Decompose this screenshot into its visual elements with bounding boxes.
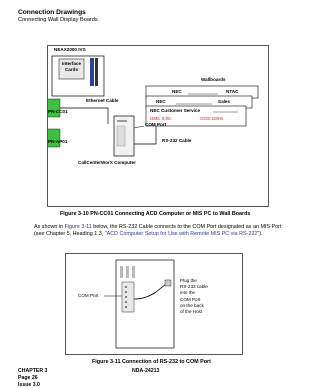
pn-cc01-card xyxy=(48,99,60,117)
wallboard-2-left-text: NEC xyxy=(156,99,166,104)
port-pin xyxy=(125,286,127,288)
computer-label: CallCenterWorX Computer xyxy=(78,160,136,165)
figure-3-10 xyxy=(47,45,269,207)
port-pin xyxy=(125,301,127,303)
wallboard-2-right-text: Sales xyxy=(218,99,231,104)
figure-3-11 xyxy=(65,253,243,355)
figure-3-10-caption: Figure 3-10 PN-CC01 Connecting ACD Computer or MIS PC to Wall Boards xyxy=(60,211,251,217)
footer-doc-id: NDA-24213 xyxy=(132,368,160,374)
port-pin xyxy=(125,296,127,298)
note-line: RS-232 cable xyxy=(180,284,208,290)
port-pin xyxy=(125,291,127,293)
note-line: of the Host xyxy=(180,309,203,315)
host-slot-3 xyxy=(132,266,135,278)
note-line: COM Port xyxy=(180,296,201,302)
com-port-pointer xyxy=(134,126,144,128)
figure-3-11-link[interactable]: Figure 3-11 xyxy=(64,224,92,230)
footer-chapter: CHAPTER 3 xyxy=(18,368,48,374)
note-line: into the xyxy=(180,290,196,296)
wallboard-3-left-text: UMC 0:00 xyxy=(150,116,171,121)
rs232-cable-label: RS-232 Cable xyxy=(162,138,192,143)
ethernet-cable-label: Ethernet Cable xyxy=(86,98,119,103)
host-com-port-panel xyxy=(122,282,134,312)
computer-drive xyxy=(117,120,127,122)
footer-page: Page 26 xyxy=(18,374,38,381)
neax-label: NEAX2000 IVS xyxy=(54,47,86,52)
page-header-title: Connection Drawings xyxy=(18,9,86,16)
footer-left xyxy=(18,368,47,388)
port-pin xyxy=(125,306,127,308)
pn-cc01-label: PN-CC01 xyxy=(48,109,68,114)
footer-issue: Issue 3.0 xyxy=(18,381,40,388)
fig2-note xyxy=(180,278,208,315)
figure-3-11-caption: Figure 3-11 Connection of RS-232 to COM Port xyxy=(92,359,211,365)
acd-setup-link[interactable]: "ACD Computer Setup for Use with Remote MIS PC via RS-232" xyxy=(104,231,260,238)
wallboards-label: Wallboards xyxy=(201,77,226,82)
wallboard-1-right-text: NTAC xyxy=(226,89,239,94)
body-text-2: below, the RS-232 Cable connects to the COM Port designated as an MIS Port (see Chapter 5, Heading 1.3, xyxy=(34,224,282,238)
wallboard-3-title: NEC Customer Service xyxy=(150,108,201,113)
computer-port-block xyxy=(117,126,125,146)
body-text-3: ). xyxy=(259,231,263,238)
wallboard-3-right-text: GOS:100% xyxy=(200,116,224,121)
body-text-1: As shown in xyxy=(34,224,65,230)
pn-ap01-card xyxy=(48,129,60,147)
body-paragraph xyxy=(34,224,284,239)
com-port-label: COM Port xyxy=(145,122,167,127)
note-line: on the back xyxy=(180,302,204,308)
cabinet-card-blue xyxy=(90,58,94,86)
wallboard-1-left-text: NEC xyxy=(172,89,182,94)
host-slot-2 xyxy=(126,266,129,278)
figure-3-11-diagram xyxy=(66,254,242,354)
pn-ap01-label: PN-AP01 xyxy=(48,139,68,144)
note-line: Plug the xyxy=(180,278,197,283)
cabinet-card-dark xyxy=(95,58,98,86)
host-slot-1 xyxy=(120,266,123,278)
fig2-com-port-label: COM Port xyxy=(78,293,99,298)
interface-cards-label: Interface Cards xyxy=(61,61,82,72)
page-header-subtitle: Connecting Wall Display Boards xyxy=(18,17,98,23)
rs232-plug xyxy=(165,280,171,286)
